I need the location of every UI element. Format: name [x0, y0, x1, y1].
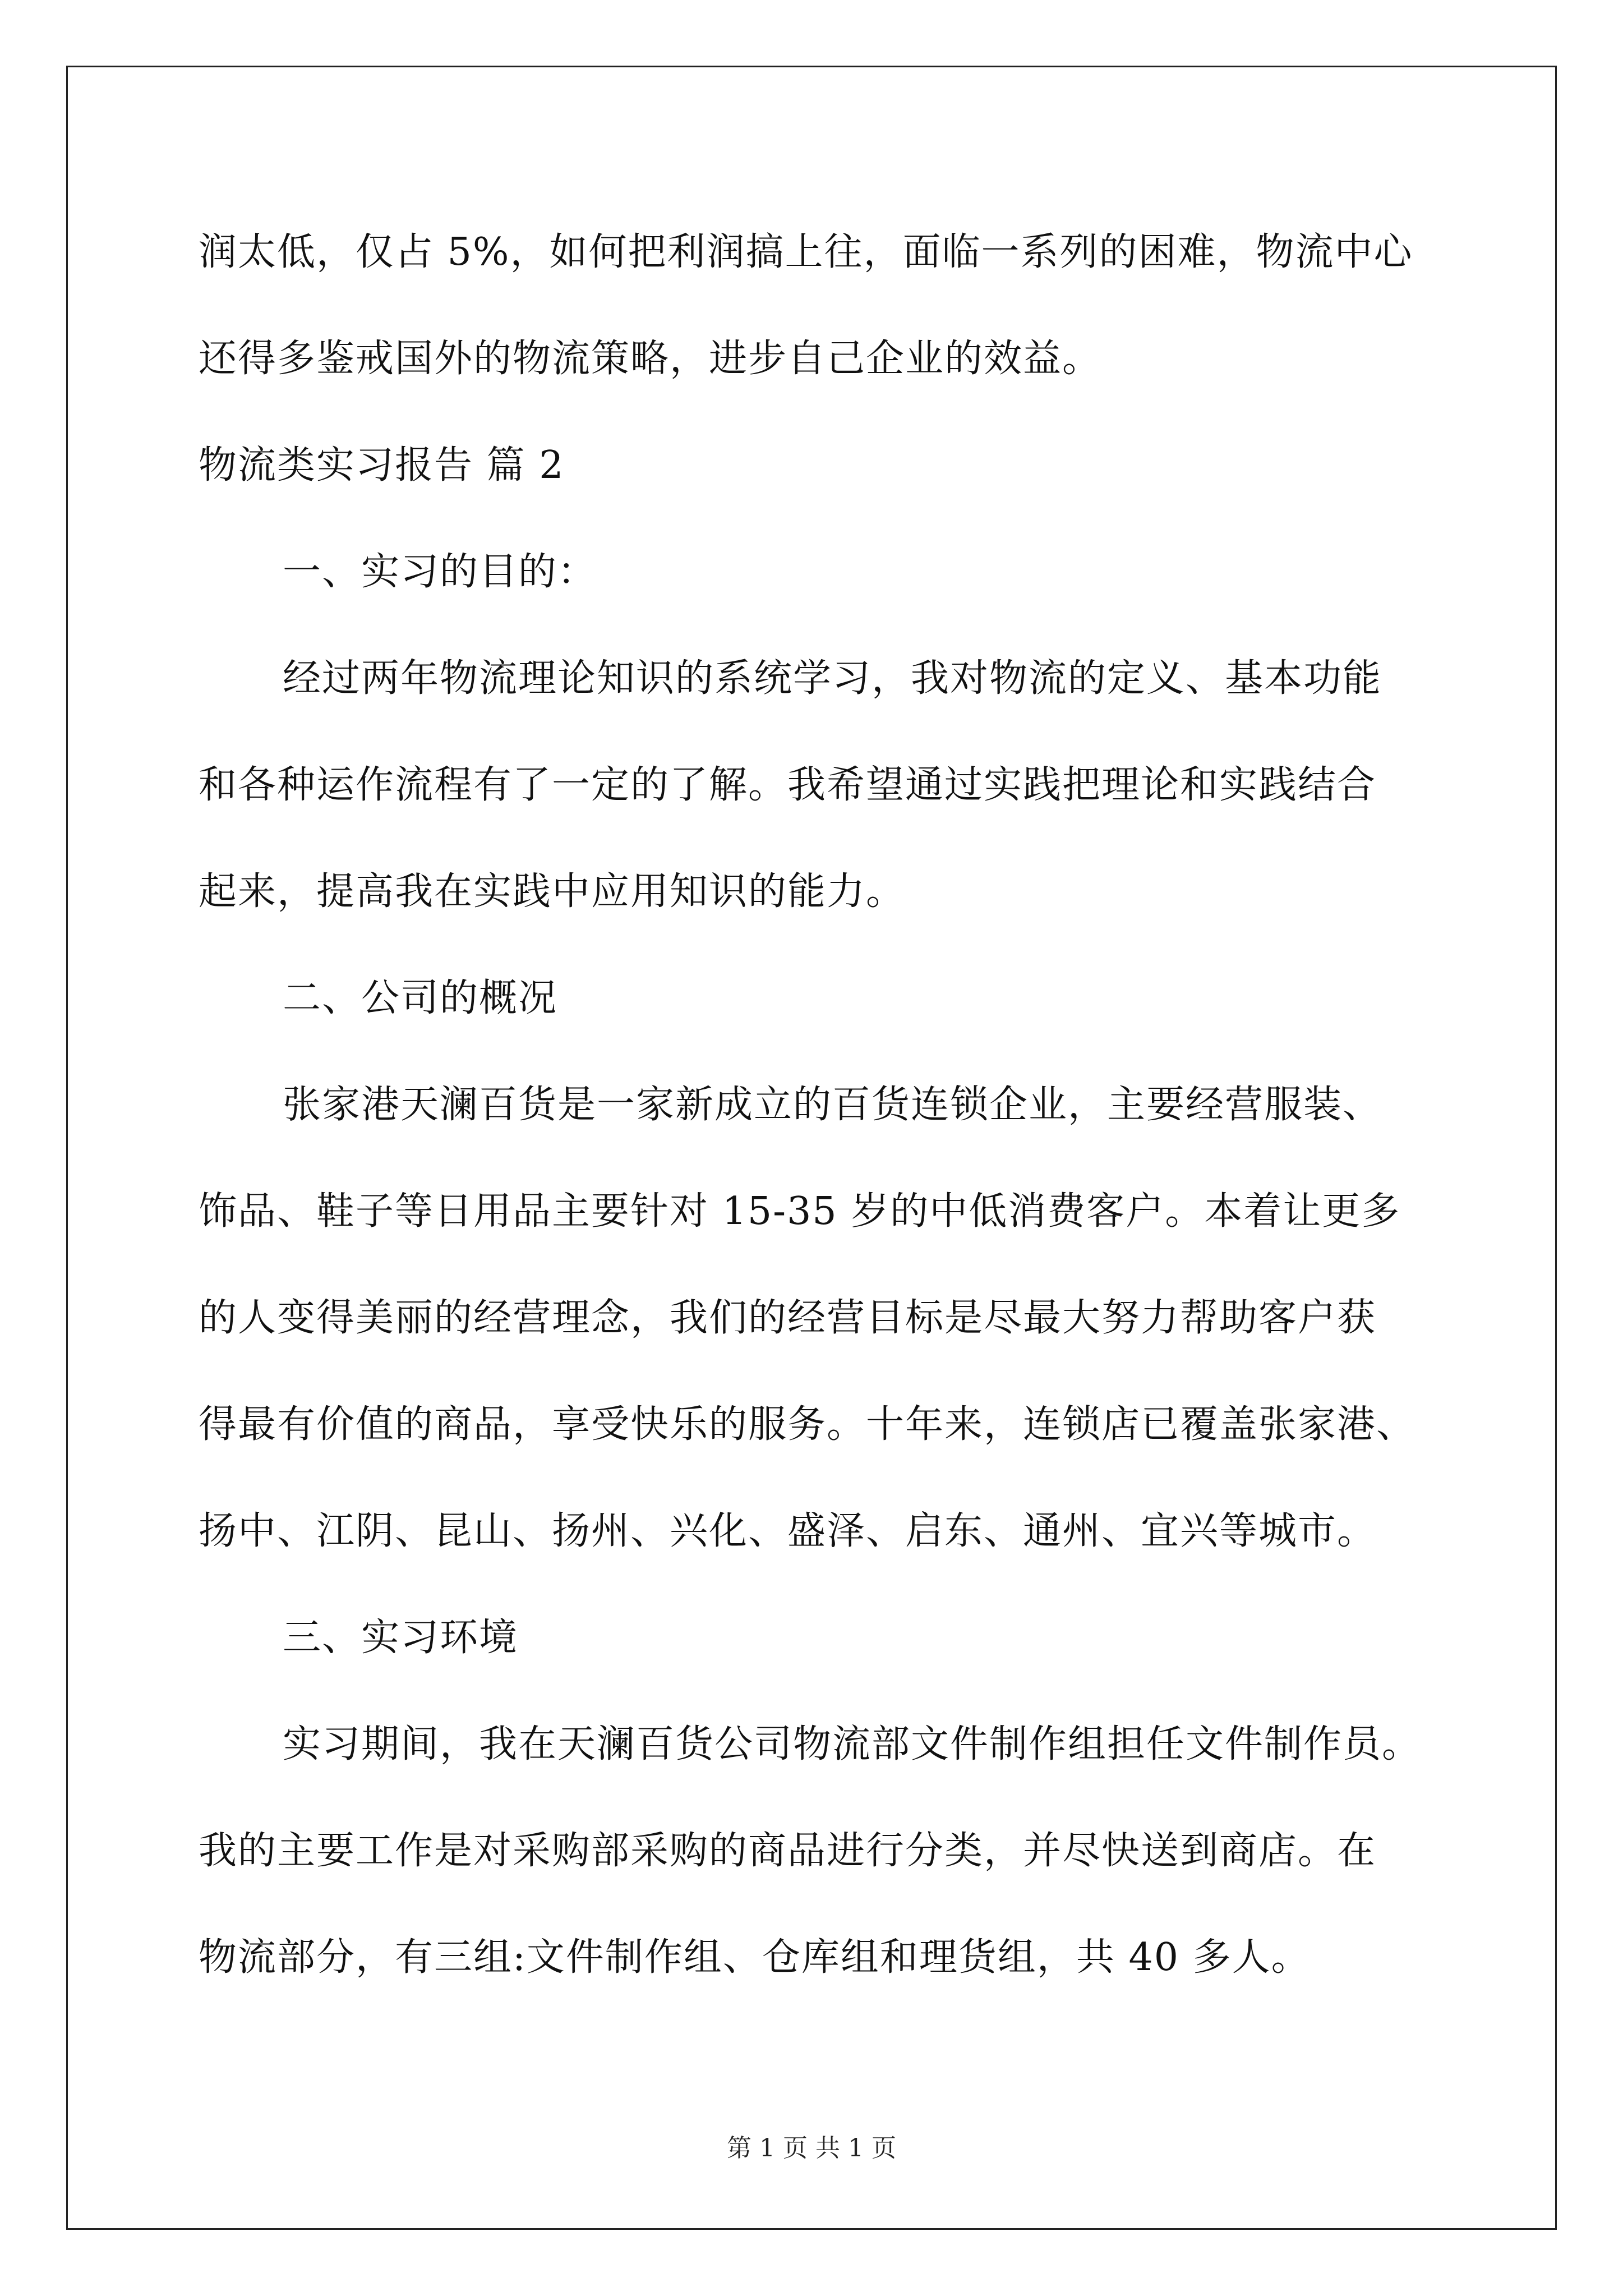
- paragraph-line: 我的主要工作是对采购部采购的商品进行分类，并尽快送到商店。在: [199, 1829, 1377, 1873]
- heading-environment: 三、实习环境: [283, 1616, 519, 1660]
- page-border: [66, 66, 1557, 2230]
- heading-company: 二、公司的概况: [283, 976, 558, 1020]
- paragraph-line: 张家港天澜百货是一家新成立的百货连锁企业，主要经营服装、: [283, 1083, 1382, 1127]
- paragraph-line: 和各种运作流程有了一定的了解。我希望通过实践把理论和实践结合: [199, 763, 1377, 807]
- paragraph-line: 润太低，仅占 5%，如何把利润搞上往，面临一系列的困难，物流中心: [199, 230, 1413, 274]
- paragraph-line: 饰品、鞋子等日用品主要针对 15-35 岁的中低消费客户。本着让更多: [199, 1189, 1401, 1234]
- paragraph-line: 扬中、江阴、昆山、扬州、兴化、盛泽、启东、通州、宜兴等城市。: [199, 1509, 1377, 1553]
- paragraph-line: 物流部分，有三组:文件制作组、仓库组和理货组，共 40 多人。: [199, 1935, 1311, 1980]
- paragraph-line: 得最有价值的商品，享受快乐的服务。十年来，连锁店已覆盖张家港、: [199, 1402, 1416, 1447]
- heading-purpose: 一、实习的目的：: [283, 550, 597, 594]
- page-footer: 第 1 页 共 1 页: [727, 2134, 896, 2162]
- paragraph-line: 还得多鉴戒国外的物流策略，进步自己企业的效益。: [199, 337, 1102, 381]
- paragraph-line: 实习期间，我在天澜百货公司物流部文件制作组担任文件制作员。: [283, 1722, 1422, 1766]
- paragraph-line: 起来，提高我在实践中应用知识的能力。: [199, 869, 906, 914]
- section-title: 物流类实习报告 篇 2: [199, 443, 565, 487]
- paragraph-line: 经过两年物流理论知识的系统学习，我对物流的定义、基本功能: [283, 656, 1382, 701]
- paragraph-line: 的人变得美丽的经营理念，我们的经营目标是尽最大努力帮助客户获: [199, 1296, 1377, 1340]
